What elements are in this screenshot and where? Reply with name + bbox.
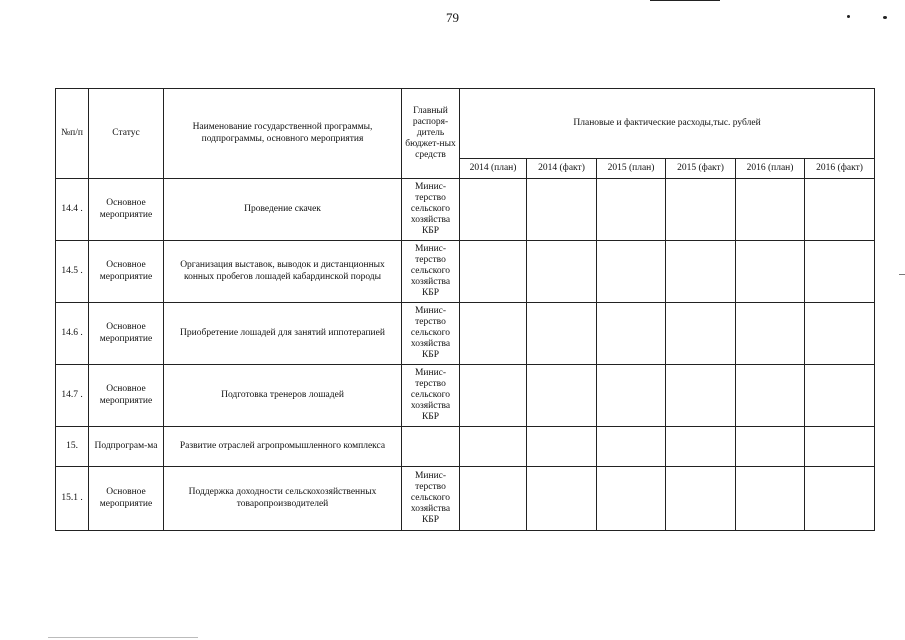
table-row bbox=[56, 303, 875, 365]
row-responsible: Минис-терство сельского хозяйства КБР bbox=[402, 179, 460, 241]
row-name: Поддержка доходности сельскохозяйственных товаропроизводителей bbox=[164, 467, 402, 531]
row-value bbox=[597, 467, 666, 531]
row-responsible bbox=[402, 427, 460, 467]
table-row bbox=[56, 365, 875, 427]
header-year: 2015 (факт) bbox=[666, 159, 736, 179]
scan-mark-top bbox=[650, 0, 720, 1]
row-value bbox=[666, 179, 736, 241]
row-status: Основное мероприятие bbox=[89, 241, 164, 303]
header-name: Наименование государственной программы, подпрограммы, основного мероприятия bbox=[164, 89, 402, 179]
row-name: Проведение скачек bbox=[164, 179, 402, 241]
row-value bbox=[666, 467, 736, 531]
row-value bbox=[597, 241, 666, 303]
row-value bbox=[805, 303, 875, 365]
header-year: 2015 (план) bbox=[597, 159, 666, 179]
row-name: Развитие отраслей агропромышленного комплекса bbox=[164, 427, 402, 467]
row-value bbox=[597, 179, 666, 241]
row-status: Основное мероприятие bbox=[89, 467, 164, 531]
page-number: 79 bbox=[446, 10, 459, 25]
header-expenses: Плановые и фактические расходы,тыс. рублей bbox=[460, 89, 875, 159]
row-responsible: Минис-терство сельского хозяйства КБР bbox=[402, 303, 460, 365]
table-row bbox=[56, 241, 875, 303]
table-row bbox=[56, 427, 875, 467]
row-value bbox=[597, 303, 666, 365]
row-value bbox=[736, 303, 805, 365]
scan-mark-bottom bbox=[48, 637, 198, 638]
row-value bbox=[805, 365, 875, 427]
row-value bbox=[460, 365, 527, 427]
row-value bbox=[460, 467, 527, 531]
row-number: 14.4 . bbox=[56, 179, 89, 241]
row-status: Основное мероприятие bbox=[89, 303, 164, 365]
row-number: 14.5 . bbox=[56, 241, 89, 303]
header-number: №п/п bbox=[56, 89, 89, 179]
row-value bbox=[805, 179, 875, 241]
header-year: 2014 (план) bbox=[460, 159, 527, 179]
expenses-table bbox=[55, 88, 875, 531]
row-value bbox=[527, 365, 597, 427]
row-value bbox=[666, 241, 736, 303]
table-row bbox=[56, 467, 875, 531]
header-year: 2014 (факт) bbox=[527, 159, 597, 179]
row-status: Основное мероприятие bbox=[89, 179, 164, 241]
row-value bbox=[527, 303, 597, 365]
row-value bbox=[736, 365, 805, 427]
row-value bbox=[597, 365, 666, 427]
row-number: 14.6 . bbox=[56, 303, 89, 365]
row-value bbox=[527, 179, 597, 241]
row-value bbox=[736, 427, 805, 467]
row-value bbox=[736, 241, 805, 303]
table-row bbox=[56, 179, 875, 241]
row-responsible: Минис-терство сельского хозяйства КБР bbox=[402, 365, 460, 427]
row-value bbox=[597, 427, 666, 467]
scan-mark-right bbox=[899, 274, 905, 275]
row-number: 14.7 . bbox=[56, 365, 89, 427]
row-status: Подпрограм-ма bbox=[89, 427, 164, 467]
row-value bbox=[460, 427, 527, 467]
row-value bbox=[805, 467, 875, 531]
row-value bbox=[527, 241, 597, 303]
row-value bbox=[527, 467, 597, 531]
row-name: Приобретение лошадей для занятий иппотерапией bbox=[164, 303, 402, 365]
row-value bbox=[527, 427, 597, 467]
row-number: 15. bbox=[56, 427, 89, 467]
row-status: Основное мероприятие bbox=[89, 365, 164, 427]
row-responsible: Минис-терство сельского хозяйства КБР bbox=[402, 467, 460, 531]
row-value bbox=[666, 303, 736, 365]
row-value bbox=[805, 427, 875, 467]
row-number: 15.1 . bbox=[56, 467, 89, 531]
row-value bbox=[736, 179, 805, 241]
row-value bbox=[736, 467, 805, 531]
row-name: Организация выставок, выводок и дистанционных конных пробегов лошадей кабардинской породы bbox=[164, 241, 402, 303]
header-year: 2016 (факт) bbox=[805, 159, 875, 179]
row-value bbox=[460, 303, 527, 365]
header-responsible: Главный распоря-дитель бюджет-ных средств bbox=[402, 89, 460, 179]
row-value bbox=[805, 241, 875, 303]
row-value bbox=[460, 241, 527, 303]
header-status: Статус bbox=[89, 89, 164, 179]
row-value bbox=[666, 427, 736, 467]
row-name: Подготовка тренеров лошадей bbox=[164, 365, 402, 427]
row-value bbox=[460, 179, 527, 241]
row-value bbox=[666, 365, 736, 427]
header-year: 2016 (план) bbox=[736, 159, 805, 179]
row-responsible: Минис-терство сельского хозяйства КБР bbox=[402, 241, 460, 303]
